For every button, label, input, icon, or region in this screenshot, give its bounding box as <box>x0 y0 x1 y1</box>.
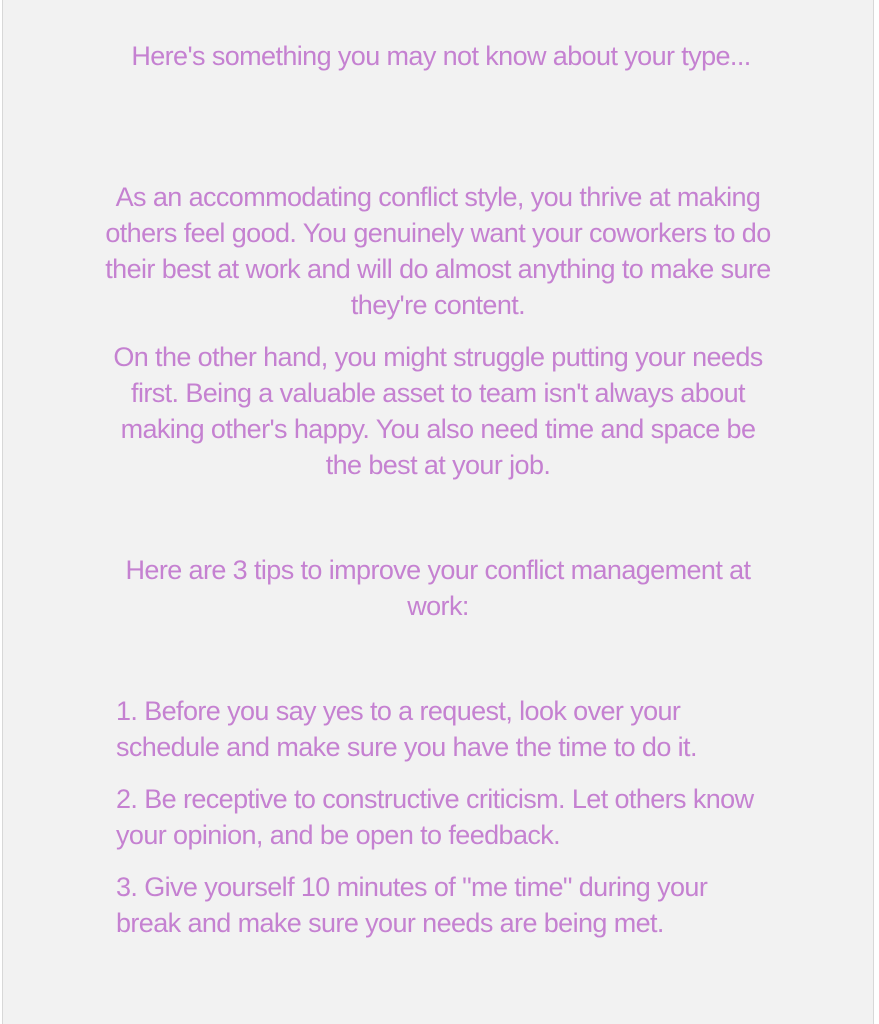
content-panel <box>2 0 874 1024</box>
tip-item-1: 1. Before you say yes to a request, look over your schedule and make sure you have the time to do it. <box>116 696 697 762</box>
description-paragraph-struggles: On the other hand, you might struggle putting your needs first. Being a valuable asset to team isn't always about making other's happy. You also need time and space be the best at your job. <box>113 342 763 480</box>
tip-item-2: 2. Be receptive to constructive criticism. Let others know your opinion, and be open to feedback. <box>116 784 754 850</box>
intro-heading: Here's something you may not know about your type... <box>131 41 751 71</box>
description-paragraph-strengths: As an accommodating conflict style, you thrive at making others feel good. You genuinely want your coworkers to do their best at work and will do almost anything to make sure they're content. <box>105 182 771 320</box>
tips-heading: Here are 3 tips to improve your conflict management at work: <box>125 555 751 621</box>
tip-item-3: 3. Give yourself 10 minutes of "me time" during your break and make sure your needs are being met. <box>116 872 708 938</box>
